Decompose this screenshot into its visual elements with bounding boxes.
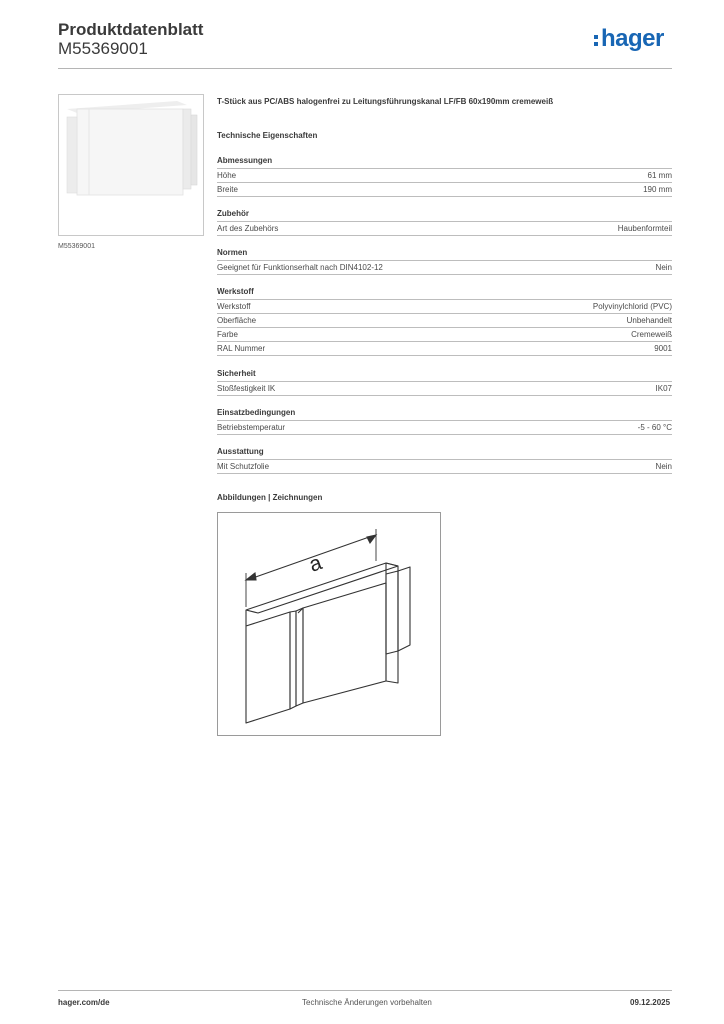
section-accessory (217, 208, 672, 236)
property-row (217, 169, 672, 183)
property-row (217, 300, 672, 314)
section-dimensions (217, 155, 672, 197)
section-title: Abmessungen (217, 155, 672, 169)
property-value: 61 mm (647, 171, 672, 180)
property-row (217, 261, 672, 275)
property-value: Haubenformteil (617, 224, 672, 233)
header-divider (58, 68, 672, 69)
hager-logo[interactable] (594, 27, 664, 51)
property-label: Oberfläche (217, 316, 257, 325)
footer-date: 09.12.2025 (630, 998, 671, 1007)
product-photo-icon (59, 95, 203, 235)
property-value: Polyvinylchlorid (PVC) (592, 302, 672, 311)
property-row (217, 314, 672, 328)
technical-drawing (217, 512, 441, 736)
property-row (217, 382, 672, 396)
property-value: Cremeweiß (631, 330, 672, 339)
drawings-heading: Abbildungen | Zeichnungen (217, 493, 323, 502)
section-title: Sicherheit (217, 368, 672, 382)
property-value: IK07 (655, 384, 672, 393)
property-row (217, 460, 672, 474)
section-standards (217, 247, 672, 275)
image-caption: M55369001 (58, 243, 95, 250)
section-title: Ausstattung (217, 446, 672, 460)
dimension-label: a (306, 551, 325, 577)
section-operating-conditions (217, 407, 672, 435)
property-value: 190 mm (643, 185, 672, 194)
logo-text: hager (601, 25, 664, 52)
property-row (217, 421, 672, 435)
property-label: Farbe (217, 330, 238, 339)
technical-properties-heading: Technische Eigenschaften (217, 131, 318, 140)
section-material (217, 286, 672, 356)
property-value: Unbehandelt (626, 316, 672, 325)
product-description: T-Stück aus PC/ABS halogenfrei zu Leitungsführungskanal LF/FB 60x190mm cremeweiß (217, 97, 554, 106)
section-title: Normen (217, 247, 672, 261)
property-label: Werkstoff (217, 302, 251, 311)
section-title: Werkstoff (217, 286, 672, 300)
property-label: Höhe (217, 171, 237, 180)
property-value: 9001 (654, 344, 672, 353)
property-label: Breite (217, 185, 238, 194)
t-piece-drawing-icon (218, 513, 440, 735)
property-label: Art des Zubehörs (217, 224, 279, 233)
section-title: Einsatzbedingungen (217, 407, 672, 421)
property-label: RAL Nummer (217, 344, 266, 353)
article-number: M55369001 (58, 39, 148, 58)
property-row (217, 222, 672, 236)
property-row (217, 328, 672, 342)
property-value: Nein (655, 263, 672, 272)
footer-website-link[interactable]: hager.com/de (58, 998, 110, 1007)
property-row (217, 342, 672, 356)
property-label: Mit Schutzfolie (217, 462, 270, 471)
section-equipment (217, 446, 672, 474)
logo-dots-icon (594, 35, 599, 46)
property-label: Stoßfestigkeit IK (217, 384, 276, 393)
section-title: Zubehör (217, 208, 672, 222)
property-label: Geeignet für Funktionserhalt nach DIN4102-12 (217, 263, 383, 272)
product-image (58, 94, 204, 236)
footer-divider (58, 990, 672, 991)
property-value: -5 - 60 °C (637, 423, 672, 432)
property-value: Nein (655, 462, 672, 471)
section-safety (217, 368, 672, 396)
page-title: Produktdatenblatt (58, 20, 204, 39)
property-label: Betriebstemperatur (217, 423, 286, 432)
property-row (217, 183, 672, 197)
footer-notice: Technische Änderungen vorbehalten (302, 998, 432, 1007)
